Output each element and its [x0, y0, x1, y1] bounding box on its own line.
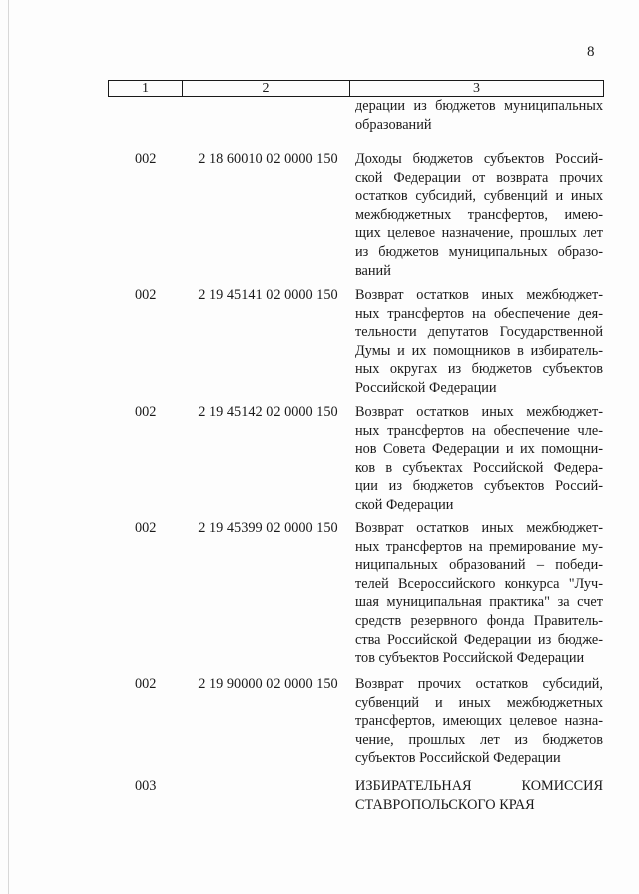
description-line: средств резервного фонда Правитель-: [355, 612, 603, 629]
description-line: ных трансфертов на премирование му-: [355, 538, 603, 555]
description-line: чение, прошлых лет из бюджетов: [355, 731, 603, 748]
description-line: Возврат остатков иных межбюджет-: [355, 287, 603, 303]
description-line: ваний: [355, 262, 391, 279]
description-line: щих целевое назначение, прошлых лет: [355, 225, 603, 242]
description-line: Возврат остатков иных межбюджет-: [355, 520, 603, 536]
description-line: ции из бюджетов субъектов Россий-: [355, 478, 603, 495]
header-col-2: 2: [183, 81, 350, 96]
description-line: нов Совета Федерации и их помощни-: [355, 441, 603, 458]
page-number: 8: [587, 44, 595, 60]
admin-code-cell: 002: [135, 520, 157, 536]
description-line: ных трансфертов на обеспечение чле-: [355, 422, 603, 439]
description-line: ков в субъектах Российской Федера-: [355, 459, 603, 476]
admin-code-cell: 002: [135, 676, 157, 692]
admin-code-cell: 002: [135, 404, 157, 420]
description-line: Российской Федерации: [355, 379, 497, 396]
admin-code-cell: 002: [135, 151, 157, 167]
description-cell: [355, 519, 603, 668]
description-cell: [355, 150, 603, 280]
description-line: ных округах из бюджетов субъектов: [355, 361, 603, 378]
header-col-1: 1: [109, 81, 183, 96]
header-col-3: 3: [473, 81, 480, 96]
description-line: остатков субсидий, субвенций и иных: [355, 188, 603, 205]
description-line: ных трансфертов на обеспечение дея-: [355, 305, 603, 322]
description-line: ства Российской Федерации из бюдже-: [355, 631, 603, 648]
description-line: ской Федерации: [355, 496, 454, 513]
description-line: тов субъектов Российской Федерации: [355, 650, 585, 667]
admin-code-cell: 002: [135, 287, 157, 303]
description-line: ИЗБИРАТЕЛЬНАЯ КОМИССИЯ: [355, 778, 603, 794]
description-line: Возврат остатков иных межбюджет-: [355, 404, 603, 420]
description-line: телей Всероссийского конкурса "Луч-: [355, 575, 603, 592]
budget-code-cell: 2 19 45399 02 0000 150: [198, 520, 338, 536]
description-line: Возврат прочих остатков субсидий,: [355, 676, 603, 692]
description-line: дерации из бюджетов муниципальных: [355, 98, 603, 114]
description-line: Доходы бюджетов субъектов Россий-: [355, 151, 603, 167]
budget-code-cell: 2 19 90000 02 0000 150: [198, 676, 338, 692]
table-header-row: [108, 80, 604, 97]
admin-code-cell: 003: [135, 778, 157, 794]
description-line: образований: [355, 116, 432, 133]
description-cell: [355, 675, 603, 768]
description-line: субъектов Российской Федерации: [355, 750, 561, 767]
description-line: Думы и их помощников в избиратель-: [355, 342, 603, 359]
budget-code-cell: 2 19 45141 02 0000 150: [198, 287, 338, 303]
description-cell: [355, 97, 603, 134]
budget-code-cell: 2 19 45142 02 0000 150: [198, 404, 338, 420]
description-line: шая муниципальная практика" за счет: [355, 594, 603, 611]
description-cell: [355, 777, 603, 814]
description-line: субвенций и иных межбюджетных: [355, 694, 603, 711]
description-line: ской Федерации от возврата прочих: [355, 169, 603, 186]
description-cell: [355, 403, 603, 515]
description-cell: [355, 286, 603, 398]
description-line: ниципальных образований – победи-: [355, 557, 603, 574]
description-line: СТАВРОПОЛЬСКОГО КРАЯ: [355, 796, 535, 813]
scan-edge-line: [8, 0, 9, 894]
description-line: из бюджетов муниципальных образо-: [355, 243, 603, 260]
budget-code-cell: 2 18 60010 02 0000 150: [198, 151, 338, 167]
description-line: трансфертов, имеющих целевое назна-: [355, 713, 603, 730]
description-line: тельности депутатов Государственной: [355, 324, 603, 341]
description-line: межбюджетных трансфертов, имею-: [355, 206, 603, 223]
